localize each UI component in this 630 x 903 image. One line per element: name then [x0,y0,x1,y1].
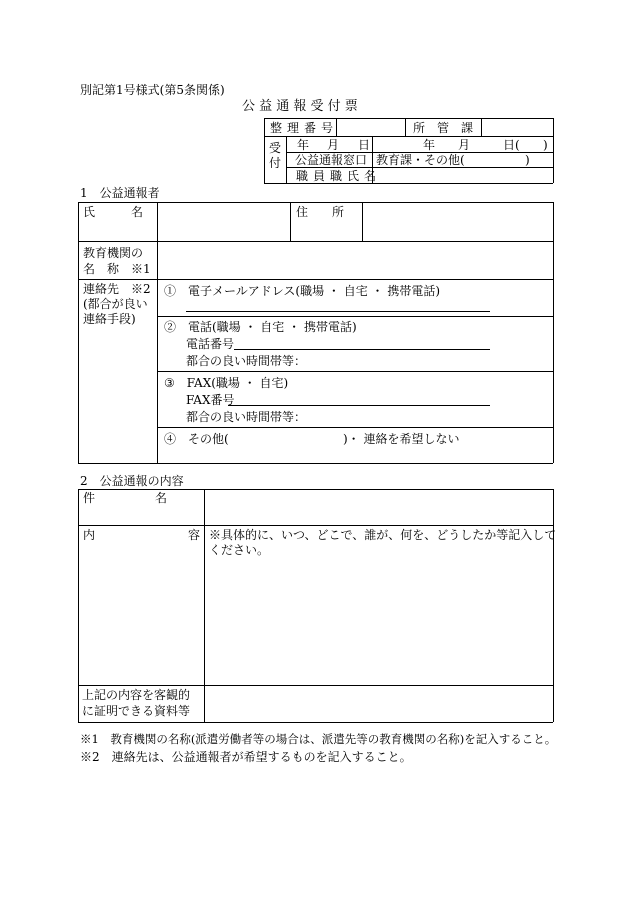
seiri-number-field[interactable] [337,119,404,135]
contact-option-email[interactable]: ① 電子メールアドレス(職場 ・ 自宅 ・ 携帯電話) [164,284,441,298]
evidence-label-line2: に証明できる資料等 [82,704,191,718]
fax-number-label: FAX番号 [186,393,235,407]
date1-day: 日 [358,138,371,152]
name-label: 氏 名 [83,205,144,219]
date1-month: 月 [327,138,340,152]
phone-number-field[interactable] [234,349,490,350]
note-1: ※1 教育機関の名称(派遣労働者等の場合は、派遣先等の教育機関の名称)を記入すること。 [80,732,557,746]
contact-option-fax[interactable]: ③ FAX(職場 ・ 自宅) [164,376,289,390]
madoguchi-label: 公益通報窓口 [295,153,368,167]
contact-label-line1: 連絡先 ※2 [83,282,151,296]
page-title: 公 益 通 報 受 付 票 [242,99,358,114]
uketsuke-label: 受付 [269,141,282,170]
fax-time-label: 都合の良い時間帯等： [186,410,307,424]
shokan-label: 所 管 課 [413,121,474,135]
content-note-line2: ください。 [209,543,270,557]
evidence-field[interactable] [205,686,552,721]
date2-day: 日( [503,138,520,152]
fax-number-field[interactable] [228,405,490,406]
contact-option-phone[interactable]: ② 電話(職場 ・ 自宅 ・ 携帯電話) [164,320,357,334]
org-name-field[interactable] [158,242,552,278]
content-label-right: 容 [188,528,201,542]
form-reference: 別記第1号様式(第5条関係) [80,83,225,97]
shokuin-field[interactable] [373,168,552,182]
contact-label-line2: (都合が良い [83,297,148,311]
contact-option-other[interactable]: ④ その他( [164,432,229,446]
name-field[interactable] [158,203,289,240]
date1-year: 年 [297,138,310,152]
date2-year: 年 [423,138,436,152]
evidence-label-line1: 上記の内容を客観的 [82,688,191,702]
phone-time-label: 都合の良い時間帯等： [186,354,307,368]
phone-number-label: 電話番号 [186,337,235,351]
org-label-line1: 教育機関の [83,246,144,260]
address-field[interactable] [363,203,552,240]
section1-heading: 1 公益通報者 [80,186,160,200]
section2-heading: 2 公益通報の内容 [80,474,184,488]
date2-close: ) [543,138,548,152]
madoguchi-value: 教育課・その他( [376,153,465,167]
madoguchi-close: ) [525,153,530,167]
email-underline[interactable] [186,311,490,312]
contact-label-line3: 連絡手段) [83,312,136,326]
shokan-field[interactable] [482,119,552,135]
contact-option-none[interactable]: )・ 連絡を希望しない [343,432,460,446]
note-2: ※2 連絡先は、公益通報者が希望するものを記入すること。 [80,750,412,764]
subject-field[interactable] [205,490,552,524]
subject-label: 件 名 [83,491,168,505]
content-field[interactable] [205,560,552,684]
org-label-line2: 名 称 ※1 [83,262,151,276]
address-label: 住 所 [296,205,345,219]
date2-month: 月 [458,138,471,152]
seiri-number-label: 整理番号 [270,121,339,135]
content-note-line1: ※具体的に、いつ、どこで、誰が、何を、どうしたか等記入して [209,528,557,542]
content-label-left: 内 [83,528,96,542]
shokuin-label: 職員職氏名 [296,169,382,183]
